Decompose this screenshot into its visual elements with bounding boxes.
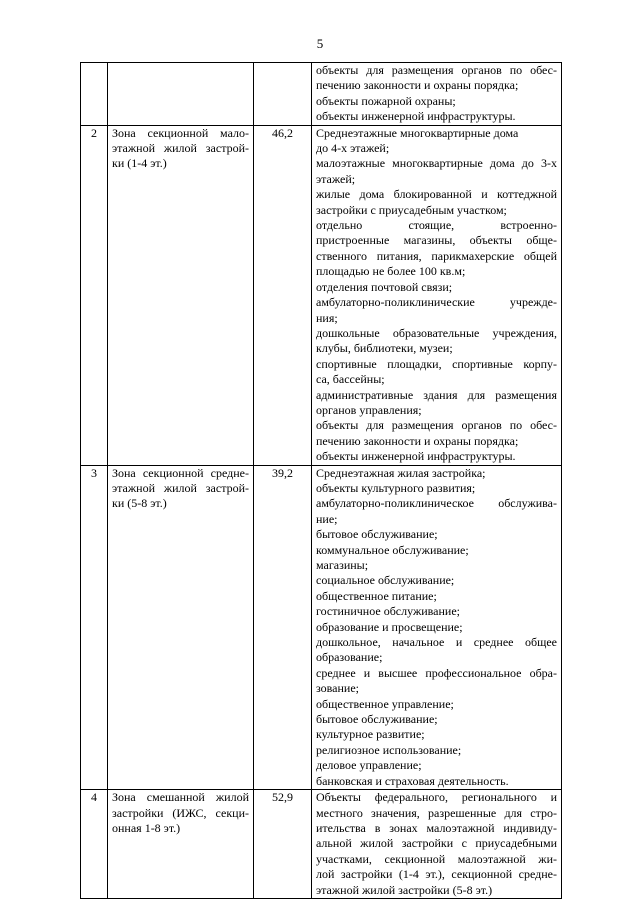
- permitted-use-line: отдельно стоящие, встроенно-: [316, 218, 557, 233]
- zone-name-cell: [108, 465, 254, 790]
- permitted-use-line: лой застройки (1-4 эт.), секционной средне-: [316, 867, 557, 882]
- permitted-use-line: бытовое обслуживание;: [316, 527, 438, 542]
- permitted-use-line: коммунальное обслуживание;: [316, 542, 469, 557]
- zone-name-line: ки (5-8 эт.): [112, 496, 167, 511]
- zones-table-body: [81, 63, 562, 899]
- table-row: [81, 63, 562, 126]
- permitted-use-line: са, бассейны;: [316, 372, 385, 387]
- zone-area: 52,9: [254, 790, 312, 899]
- permitted-use-line: деловое управление;: [316, 758, 422, 773]
- permitted-uses-cell: [312, 63, 562, 126]
- permitted-use-line: до 4-х этажей;: [316, 141, 390, 156]
- page-number: 5: [316, 36, 324, 51]
- zone-name-cell: [108, 790, 254, 899]
- permitted-use-line: образование;: [316, 650, 383, 665]
- permitted-use-line: местного значения, разрешенные для стро-: [316, 805, 557, 820]
- zone-name-line: Зона секционной средне-: [112, 465, 249, 480]
- zone-name-line: застройки (ИЖС, секци-: [112, 805, 249, 820]
- permitted-use-line: общественное питание;: [316, 588, 437, 603]
- table-row: [81, 790, 562, 899]
- permitted-use-line: объекты культурного развития;: [316, 480, 476, 495]
- permitted-use-line: Среднеэтажные многоквартирные дома: [316, 125, 519, 140]
- zone-area: [254, 63, 312, 126]
- permitted-use-line: малоэтажные многоквартирные дома до 3-х: [316, 156, 557, 171]
- permitted-use-line: административные здания для размещения: [316, 387, 557, 402]
- permitted-use-line: ственного питания, парикмахерские общей: [316, 248, 557, 263]
- permitted-use-line: амбулаторно-поликлиническое обслужива-: [316, 496, 557, 511]
- permitted-use-line: культурное развитие;: [316, 727, 425, 742]
- permitted-use-line: жилые дома блокированной и коттеджной: [316, 187, 557, 202]
- permitted-use-line: спортивные площадки, спортивные корпу-: [316, 356, 557, 371]
- permitted-use-line: печению законности и охраны порядка;: [316, 78, 519, 93]
- permitted-use-line: Среднеэтажная жилая застройка;: [316, 465, 486, 480]
- permitted-use-line: этажей;: [316, 171, 356, 186]
- permitted-use-line: ительства в зонах малоэтажной индивиду-: [316, 820, 557, 835]
- zone-area: 39,2: [254, 465, 312, 790]
- permitted-use-line: застройки с приусадебным участком;: [316, 202, 507, 217]
- permitted-use-line: клубы, библиотеки, музеи;: [316, 341, 453, 356]
- permitted-use-line: объекты для размещения органов по обес-: [316, 63, 557, 77]
- permitted-use-line: участками, секционной малоэтажной жи-: [316, 851, 557, 866]
- permitted-use-line: магазины;: [316, 558, 369, 572]
- permitted-use-line: зование;: [316, 681, 360, 696]
- permitted-use-line: печению законности и охраны порядка;: [316, 433, 519, 448]
- zone-name-cell: [108, 63, 254, 126]
- permitted-uses-cell: [312, 790, 562, 899]
- permitted-use-line: площадью не более 100 кв.м;: [316, 264, 466, 279]
- table-row: [81, 465, 562, 790]
- permitted-use-line: объекты пожарной охраны;: [316, 93, 456, 108]
- table-row: [81, 125, 562, 465]
- permitted-use-line: амбулаторно-поликлинические учрежде-: [316, 295, 557, 310]
- zone-area: 46,2: [254, 125, 312, 465]
- permitted-use-line: объекты инженерной инфраструктуры.: [316, 449, 516, 464]
- permitted-use-line: общественное управление;: [316, 696, 454, 711]
- permitted-use-line: дошкольные образовательные учреждения,: [316, 325, 557, 340]
- permitted-use-line: социальное обслуживание;: [316, 573, 455, 588]
- permitted-use-line: ние;: [316, 511, 338, 526]
- permitted-uses-cell: [312, 125, 562, 465]
- permitted-use-line: среднее и высшее профессиональное обра-: [316, 665, 557, 680]
- permitted-use-line: банковская и страховая деятельность.: [316, 773, 509, 788]
- row-number: [81, 63, 108, 126]
- permitted-use-line: альной жилой застройки с приусадебными: [316, 836, 557, 851]
- zone-name-line: Зона смешанной жилой: [112, 790, 249, 805]
- zone-name-line: онная 1-8 эт.): [112, 820, 181, 835]
- permitted-use-line: Объекты федерального, регионального и: [316, 790, 557, 805]
- zone-name-line: этажной жилой застрой-: [112, 480, 249, 495]
- permitted-use-line: объекты для размещения органов по обес-: [316, 418, 557, 433]
- permitted-use-line: этажной жилой застройки (5-8 эт.): [316, 882, 493, 897]
- zone-name-cell: [108, 125, 254, 465]
- row-number: 4: [81, 790, 108, 899]
- permitted-use-line: пристроенные магазины, объекты обще-: [316, 233, 557, 248]
- permitted-uses-cell: [312, 465, 562, 790]
- permitted-use-line: дошкольное, начальное и среднее общее: [316, 635, 557, 650]
- permitted-use-line: образование и просвещение;: [316, 619, 463, 634]
- row-number: 2: [81, 125, 108, 465]
- permitted-use-line: бытовое обслуживание;: [316, 712, 438, 727]
- permitted-use-line: отделения почтовой связи;: [316, 279, 453, 294]
- zone-name-line: ки (1-4 эт.): [112, 156, 167, 171]
- zone-name-line: Зона секционной мало-: [112, 125, 249, 140]
- permitted-use-line: органов управления;: [316, 402, 422, 417]
- permitted-use-line: религиозное использование;: [316, 742, 462, 757]
- zone-name-line: этажной жилой застрой-: [112, 141, 249, 156]
- row-number: 3: [81, 465, 108, 790]
- permitted-use-line: объекты инженерной инфраструктуры.: [316, 109, 516, 124]
- permitted-use-line: гостиничное обслуживание;: [316, 604, 460, 619]
- zones-table: [80, 62, 562, 899]
- permitted-use-line: ния;: [316, 310, 338, 325]
